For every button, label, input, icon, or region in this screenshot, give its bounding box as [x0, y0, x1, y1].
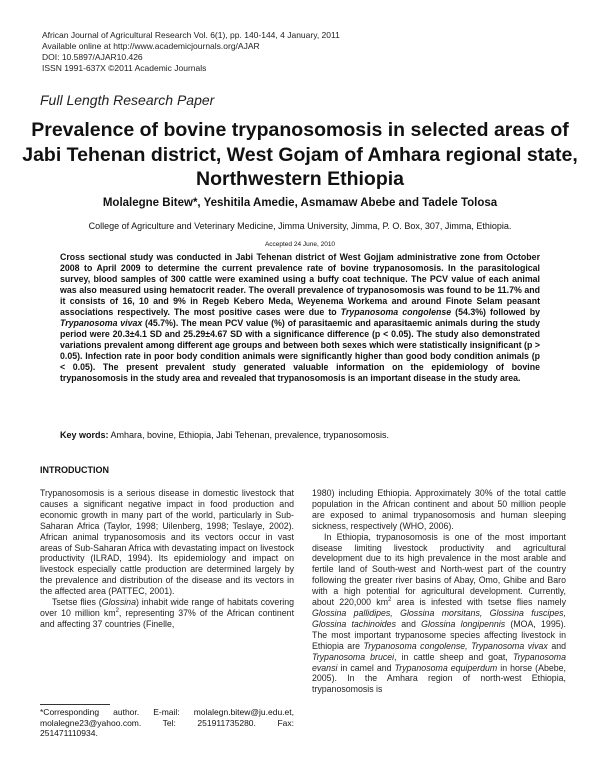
abstract-species-2: Trypanosoma vivax — [60, 318, 143, 328]
affiliation: College of Agriculture and Veterinary Medicine, Jimma University, Jimma, P. O. Box, 307, Jimma, Ethiopia. — [88, 221, 512, 231]
text-run: In Ethiopia, trypanosomosis is one of the most important disease limiting livestock productivity and agricultural development due to its high prevalence in the most arable and fertile land of South-west and North-west part of the country following the greater river basins of Abay, Omo, Ghibe and Baro with a high potential for agricultural development. Currently, about 220,000 km — [312, 531, 566, 608]
text-run: Tsetse flies ( — [52, 597, 102, 608]
species-name: Glossina longipennis — [421, 618, 506, 629]
text-run: in horse (Abebe, 2005). In the Amhara region of north-west Ethiopia, trypanosomosis is — [312, 662, 566, 695]
journal-online-url: Available online at http://www.academicjournals.org/AJAR — [42, 41, 260, 51]
corresponding-author-footnote: *Corresponding author. E-mail: molalegn.bitew@ju.edu.et, molalegne23@yahoo.com. Tel: 251911735280. Fax: 251471110934. — [40, 707, 294, 739]
text-run: and — [547, 640, 566, 651]
abstract-text-3: (45.7%). The mean PCV value (%) of parasitaemic and aparasitaemic animals during the study period were 20.3±4.1 SD and 25.29±4.67 SD with a significance difference (p < 0.05). The study also demonstrated variations prevalent among different age groups and between both sexes which were statistically insignificant (p > 0.05). Infection rate in poor body condition animals were significantly higher than good body condition animals (p < 0.05). The present prevalent study generated valuable information on the epidemiology of bovine trypanosomosis in the study area and revealed that trypanosomosis is an important disease in the study area. — [60, 318, 540, 383]
abstract-text-1: Cross sectional study was conducted in Jabi Tehenan district of West Gojjam administrative zone from October 2008 to April 2009 to determine the current prevalence rate of bovine trypanosomosis. In the parasitological survey, blood samples of 300 cattle were examined using a buffy coat technique. The PCV value of each animal was also measured using hematocrit reader. The overall prevalence of trypanosomosis was found to be 11.7% and it consists of 16, 10 and 9% in Regeb Kebero Meda, Weyenema Workema and around Finote Selam peasant associations respectively. The most positive cases were due to — [60, 252, 540, 317]
intro-heading: INTRODUCTION — [40, 465, 109, 475]
keywords — [60, 430, 540, 440]
text-run: in camel and — [337, 662, 395, 673]
authors: Molalegne Bitew*, Yeshitila Amedie, Asmamaw Abebe and Tadele Tolosa — [102, 197, 498, 209]
journal-doi: DOI: 10.5897/AJAR10.426 — [42, 52, 143, 62]
text-run: , in cattle sheep and goat, — [394, 651, 513, 662]
paragraph: Trypanosomosis is a serious disease in domestic livestock that causes a significant negative impact in food production and economic growth in many part of the world, particularly in Sub-Saharan Africa (Taylor, 1998; Uilenberg, 1998; Teslaye, 2002). African animal trypanosomosis and its vectors occur in vast areas of Sub-Saharan Africa with devastating impact on livestock productivity (ILRAD, 1994). Its epidemiology and impact on livestock especially cattle production are determined largely by the prevalence and distribution of the disease and its vectors in the affected area (PATTEC, 2001). — [40, 488, 294, 597]
text-run: area is infested with tsetse flies namely — [391, 597, 566, 608]
paper-type: Full Length Research Paper — [40, 92, 215, 108]
abstract — [60, 252, 540, 384]
abstract-text-2: (54.3%) followed by — [451, 307, 540, 317]
species-name: Trypanosoma evansi — [312, 651, 566, 673]
paragraph: 1980) including Ethiopia. Approximately 30% of the total cattle population in the African continent and about 50 million people are exposed to animal trypanosomosis and human sleeping sickness, respectively (WHO, 2006). — [312, 488, 566, 531]
journal-issn: ISSN 1991-637X ©2011 Academic Journals — [42, 63, 207, 73]
paragraph — [312, 532, 566, 696]
keywords-label: Key words: — [60, 430, 109, 440]
species-name: Trypanosoma brucei — [312, 651, 395, 662]
text-run: (MOA, 1995). The most important trypanosome species affecting livestock in Ethiopia are — [312, 618, 566, 651]
superscript: 2 — [115, 608, 119, 615]
text-run: ) inhabit wide range of habitats covering over 10 million km — [40, 597, 294, 618]
accepted-date: Accepted 24 June, 2010 — [264, 241, 336, 248]
superscript: 2 — [388, 597, 392, 604]
species-name: Trypanosoma equiperdum — [394, 662, 498, 673]
paragraph — [40, 597, 294, 630]
left-column — [40, 488, 294, 630]
footnote-rule — [40, 704, 110, 705]
species-name: Glossina — [101, 597, 136, 608]
journal-header — [42, 30, 340, 74]
text-run: and — [395, 618, 422, 629]
keywords-text: Amhara, bovine, Ethiopia, Jabi Tehenan, prevalence, trypanosomosis. — [108, 430, 390, 440]
species-name: Glossina pallidipes, Glossina morsitans, Glossina fuscipes, Glossina tachinoides — [312, 607, 566, 629]
abstract-species-1: Trypanosoma congolense — [340, 307, 452, 317]
right-column — [312, 488, 566, 695]
species-name: Trypanosoma congolense, Trypanosoma vivax — [363, 640, 548, 651]
text-run: , representing 37% of the African continent and affecting 37 countries (Finelle, — [40, 607, 295, 629]
journal-citation: African Journal of Agricultural Research Vol. 6(1), pp. 140-144, 4 January, 2011 — [42, 30, 340, 40]
paper-title: Prevalence of bovine trypanosomosis in selected areas of Jabi Tehenan district, West Gojam of Amhara regional state, Northwestern Ethiopia — [22, 119, 578, 190]
